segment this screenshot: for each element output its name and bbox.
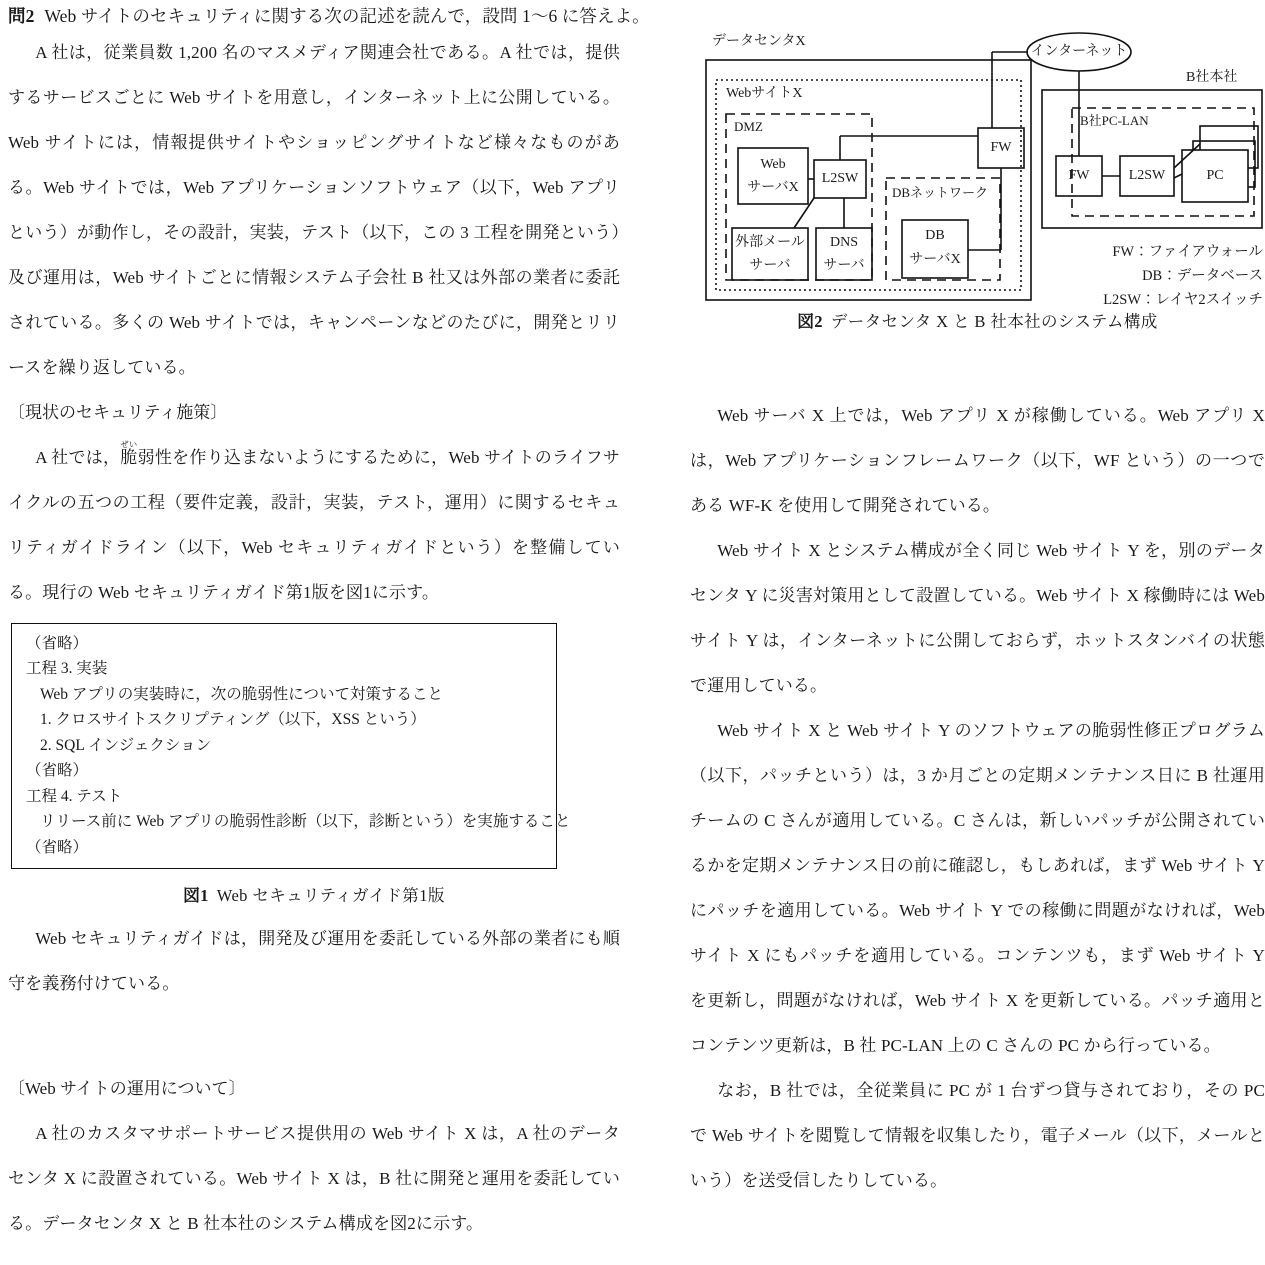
intro-paragraph: A 社は，従業員数 1,200 名のマスメディア関連会社である。A 社では，提供するサービスごとに Web サイトを用意し，インターネット上に公開している。Web サイトには，情報提供サイトやショッピングサイトなど様々なものがある。Web サイトでは，Web アプリケーションソフトウェア（以下，Web アプリという）が動作し，その設計，実装，テスト（以下，この 3 工程を開発という）及び運用は，Web サイトごとに情報システム子会社 B 社又は外部の業者に委託されている。多くの Web サイトでは，キャンペーンなどのたびに，開発とリリースを繰り返している。 [8,42,620,377]
security-paragraph-part2: 弱性を作り込まないようにするために，Web サイトのライフサイクルの五つの工程（要件定義，設計，実装，テスト，運用）に関するセキュリティガイドライン（以下，Web セキュリティガイドという）を整備している。現行の Web セキュリティガイド第1版を図1に示す。 [8,447,620,602]
operation-paragraph: A 社のカスタマサポートサービス提供用の Web サイト X は，A 社のデータセンタ X に設置されている。Web サイト X は，B 社に開発と運用を委託している。データセンタ X と B 社本社のシステム構成を図2に示す。 [8,1124,620,1233]
figure1-line: 工程 3. 実装 [26,660,108,677]
link-l2sw-mail [794,198,814,228]
figure1-line: 1. クロスサイトスクリプティング（以下，XSS という） [40,711,426,728]
db-server-x-label-line1: DB [925,228,945,244]
mail-server-label-line2: サーバ [749,258,791,274]
db-server-x-label-line2: サーバX [909,252,961,268]
web-server-x-label-line1: Web [760,157,786,173]
datacenter-label: データセンタX [712,34,806,49]
fw-datacenter-label: FW [990,140,1012,156]
security-paragraph [8,435,620,615]
l2sw-b-label: L2SW [1128,168,1166,184]
dns-server-label-line2: サーバ [823,258,865,274]
pc-label: PC [1206,168,1224,184]
b-headquarters-label: B社本社 [1186,70,1238,85]
right-paragraph-3: Web サイト X と Web サイト Y のソフトウェアの脆弱性修正プログラム（以下，パッチという）は，3 か月ごとの定期メンテナンス日に B 社運用チームの C さんが適用している。C さんは，新しいパッチが公開されているかを定期メンテナンス日の前に確認し，もしあれば，まず Web サイト Y にパッチを適用している。Web サイト Y での稼働に問題がなければ，Web サイト X にもパッチを適用している。コンテンツも，まず Web サイト Y を更新し，問題がなければ，Web サイト X を更新している。パッチ適用とコンテンツ更新は，B 社 PC-LAN 上の C さんの PC から行っている。 [690,721,1265,1055]
legend-item-l2sw: L2SW：レイヤ2スイッチ [1103,292,1263,308]
ruby-zei [120,439,138,467]
l2sw-dmz-label: L2SW [821,171,859,187]
right-column [690,8,1265,1190]
figure2 [690,8,1265,331]
figure1-line: Web アプリの実装時に，次の脆弱性について対策すること [40,685,443,703]
figure1-box [11,623,571,870]
ruby-base: 脆 [120,447,138,467]
web-server-x-label-line2: サーバX [747,180,799,196]
figure1-caption [8,882,620,906]
figure1-line: （省略） [26,762,89,779]
b-pc-lan-label: B社PC-LAN [1080,113,1149,128]
figure2-caption-number: 図2 [797,312,823,331]
section-heading-security: 〔現状のセキュリティ施策〕 [8,402,228,422]
figure1-caption-text: Web セキュリティガイド第1版 [216,886,445,905]
figure2-legend [1103,240,1263,312]
figure2-caption [690,308,1265,332]
link-l2sw-pc-b [1174,174,1182,178]
ruby-text: ぜい [120,439,138,449]
right-paragraph-1: Web サーバ X 上では，Web アプリ X が稼働している。Web アプリ X は，Web アプリケーションフレームワーク（以下，WF という）の一つである WF-K を使用して開発されている。 [690,406,1265,515]
dmz-label: DMZ [734,119,763,134]
right-column-body [690,393,1265,1203]
right-paragraph-4: なお，B 社では，全従業員に PC が 1 台ずつ貸与されており，その PC で Web サイトを閲覧して情報を収集したり，電子メール（以下，メールという）を送受信したりしている。 [690,1081,1265,1190]
db-network-label: DBネットワーク [892,185,989,200]
internet-label: インターネット [1030,44,1128,60]
figure1-line: 2. SQL インジェクション [40,736,212,754]
question-heading [8,6,650,26]
mail-server-label-line1: 外部メール [735,235,805,251]
figure1-line: （省略） [26,838,89,856]
section-heading-operation: 〔Web サイトの運用について〕 [8,1079,246,1098]
fw-b-label: FW [1068,168,1090,184]
security-paragraph-part1: A 社では， [35,447,121,467]
figure2-caption-text: データセンタ X と B 社本社のシステム構成 [830,312,1158,331]
legend-item-fw: FW：ファイアウォール [1112,244,1263,260]
website-x-label: WebサイトX [726,86,803,101]
figure1-line: リリース前に Web アプリの脆弱性診断（以下，診断という）を実施すること [40,813,571,830]
dns-server-label-line1: DNS [829,235,859,251]
figure1-caption-number: 図1 [183,886,209,905]
legend-item-db: DB：データベース [1142,268,1263,284]
question-title: Web サイトのセキュリティに関する次の記述を読んで，設問 1～6 に答えよ。 [44,6,650,26]
figure1-line: 工程 4. テスト [26,787,123,805]
right-paragraph-2: Web サイト X とシステム構成が全く同じ Web サイト Y を，別のデータセンタ Y に災害対策用として設置している。Web サイト X 稼働時には Web サイト Y は，インターネットに公開しておらず，ホットスタンバイの状態で運用している。 [690,541,1265,695]
after-figure1-paragraph: Web セキュリティガイドは，開発及び運用を委託している外部の業者にも順守を義務付けている。 [8,929,620,993]
dmz-boundary [726,114,872,280]
left-column [8,6,650,1246]
figure1-line: （省略） [26,634,89,652]
question-number: 問2 [8,6,35,26]
